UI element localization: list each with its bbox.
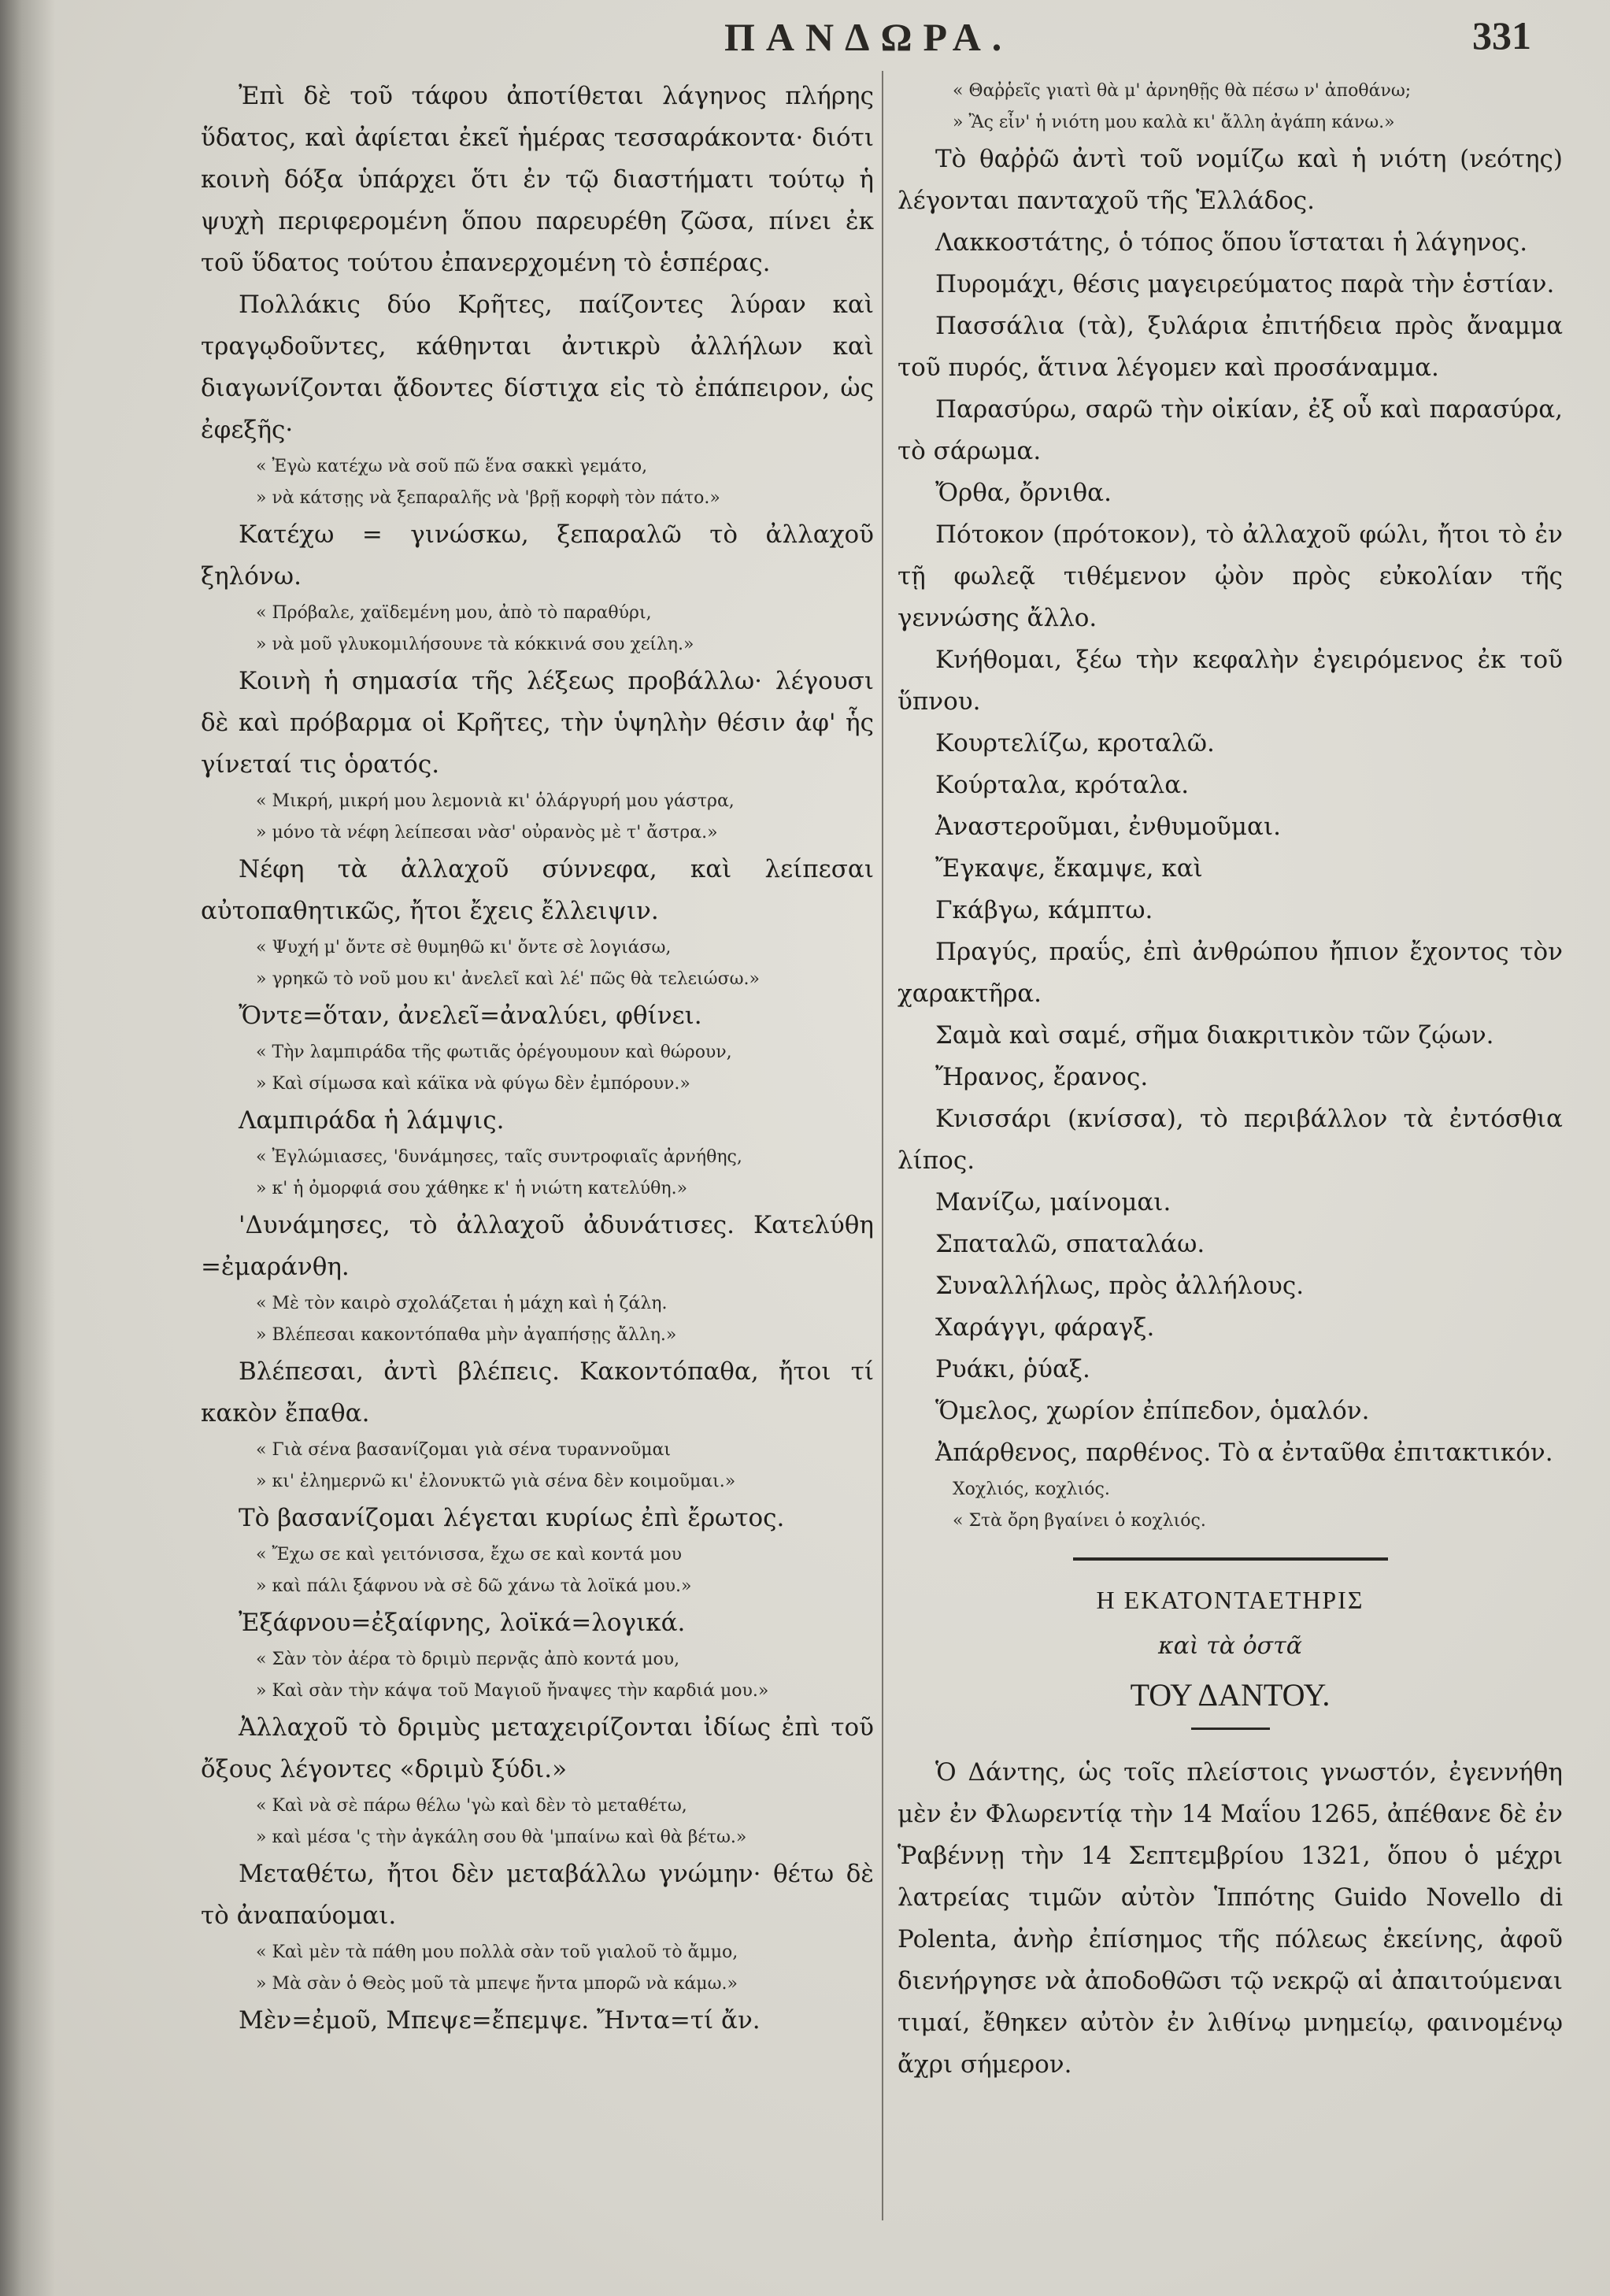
verse-line: » Καὶ σίμωσα καὶ κάϊκα νὰ φύγω δὲν ἐμπόρουν.» [256,1074,690,1094]
glossary-entry: Σαμὰ καὶ σαμέ, σῆμα διακριτικὸν τῶν ζῴων. [935,1021,1494,1050]
glossary-entry: Πότοκον (πρότοκον), τὸ ἀλλαχοῦ φώλι, ἤτοι τὸ ἐν τῇ φωλεᾷ τιθέμενον ᾠὸν πρὸς εὐκολίαν τῆς γεννώσης ἄλλο. [898,520,1563,632]
glossary-entry: Κούρταλα, κρόταλα. [935,771,1190,799]
paragraph: Λαμπιράδα ἡ λάμψις. [239,1106,505,1135]
verse-line: » Μὰ σὰν ὁ Θεὸς μοῦ τὰ μπεψε ἤντα μπορῶ νὰ κάμω.» [256,1974,738,1994]
verse-line: » νὰ κάτσῃς νὰ ξεπαραλῆς νὰ 'βρῇ κορφὴ τὸν πάτο.» [256,488,720,508]
verse-line: Χοχλιός, κοχλιός. [953,1479,1110,1499]
paragraph: Μὲν=ἐμοῦ, Μπεψε=ἔπεμψε. Ἤντα=τί ἄν. [239,2006,761,2035]
verse-line: » καὶ μέσα 'ς τὴν ἀγκάλη σου θὰ 'μπαίνω καὶ θὰ βέτω.» [256,1828,747,1847]
glossary-entry: Πυρομάχι, θέσις μαγειρεύματος παρὰ τὴν ἑστίαν. [935,270,1555,298]
paragraph: Πολλάκις δύο Κρῆτες, παίζοντες λύραν καὶ τραγῳδοῦντες, κάθηνται ἀντικρὺ ἀλλήλων καὶ διαγωνίζονται ᾄδοντες δίστιχα εἰς τὸ ἐπάπειρον, ὡς ἐφεξῆς· [201,291,874,444]
verse-line: « Ψυχή μ' ὄντε σὲ θυμηθῶ κι' ὄντε σὲ λογιάσω, [256,938,672,957]
right-column [898,76,1563,2086]
verse-line: » γρηκῶ τὸ νοῦ μου κι' ἀνελεῖ καὶ λέ' πῶς θὰ τελειώσω.» [256,969,761,989]
paragraph: 'Δυνάμησες, τὸ ἀλλαχοῦ ἀδυνάτισες. Κατελύθη =ἐμαράνθη. [201,1211,874,1281]
glossary-entry: Κουρτελίζω, κροταλῶ. [935,729,1215,757]
paragraph: Τὸ θαῤῥῶ ἀντὶ τοῦ νομίζω καὶ ἡ νιότη (νεότης) λέγονται πανταχοῦ τῆς Ἑλλάδος. [898,145,1563,215]
paragraph: Τὸ βασανίζομαι λέγεται κυρίως ἐπὶ ἔρωτος. [239,1504,785,1532]
article-body: Ὁ Δάντης, ὡς τοῖς πλείστοις γνωστόν, ἐγεννήθη μὲν ἐν Φλωρεντίᾳ τὴν 14 Μαΐου 1265, ἀπέθανε δὲ ἐν Ῥαβέννῃ τὴν 14 Σεπτεμβρίου 1321, ὅπου ὁ μέχρι λατρείας τιμῶν αὐτὸν Ἱππότης Guido Novello di Polenta, ἀνὴρ ἐπίσημος τῆς πόλεως ἐκείνης, ἀφοῦ διενήργησε νὰ ἀποδοθῶσι τῷ νεκρῷ αἱ ἀπαιτούμεναι τιμαί, ἔθηκεν αὐτὸν ἐν λιθίνῳ μνημείῳ, φαινομένῳ ἄχρι σήμερον. [898,1758,1563,2079]
paragraph: Κατέχω = γινώσκω, ξεπαραλῶ τὸ ἀλλαχοῦ ξηλόνω. [201,520,874,591]
verse-line: » Καὶ σὰν τὴν κάψα τοῦ Μαγιοῦ ἤναψες τὴν καρδιά μου.» [256,1681,769,1701]
glossary-entry: Ἤρανος, ἔρανος. [935,1063,1149,1091]
paragraph: Μεταθέτω, ἤτοι δὲν μεταβάλλω γνώμην· θέτω δὲ τὸ ἀναπαύομαι. [201,1860,874,1930]
paragraph: Ἐξάφνου=ἐξαίφνης, λοϊκά=λογικά. [239,1609,686,1637]
glossary-entry: Μανίζω, μαίνομαι. [935,1188,1171,1217]
glossary-entry: Ἔγκαψε, ἔκαμψε, καὶ [935,854,1203,883]
verse-line: « Τὴν λαμπιράδα τῆς φωτιᾶς ὀρέγουμουν καὶ θώρουν, [256,1042,732,1062]
verse-line: « Μικρή, μικρή μου λεμονιὰ κι' ὁλάργυρή μου γάστρα, [256,791,735,811]
glossary-entry: Ὅμελος, χωρίον ἐπίπεδον, ὁμαλόν. [935,1397,1370,1425]
verse-line: » κ' ἡ ὀμορφιά σου χάθηκε κ' ἡ νιώτη κατελύθη.» [256,1179,688,1198]
page-header [0,11,1610,58]
glossary-entry: Συναλλήλως, πρὸς ἀλλήλους. [935,1272,1305,1300]
glossary-entry: Γκάβγω, κάμπτω. [935,896,1153,924]
verse-line: « Γιὰ σένα βασανίζομαι γιὰ σένα τυραννοῦμαι [256,1440,671,1460]
verse-line: » Βλέπεσαι κακοντόπαθα μὴν ἀγαπήσῃς ἄλλη.» [256,1325,677,1345]
column-rule [882,71,883,2220]
paragraph: Ἐπὶ δὲ τοῦ τάφου ἀποτίθεται λάγηνος πλήρης ὕδατος, καὶ ἀφίεται ἐκεῖ ἡμέρας τεσσαράκοντα· διότι κοινὴ δόξα ὑπάρχει ὅτι ἐν τῷ διαστήματι τούτῳ ἡ ψυχὴ περιφερομένη ὅπου παρευρέθη ζῶσα, πίνει ἐκ τοῦ ὕδατος τούτου ἐπανερχομένη τὸ ἑσπέρας. [201,82,874,277]
verse-line: « Ἐγὼ κατέχω νὰ σοῦ πῶ ἕνα σακκὶ γεμάτο, [256,457,648,476]
glossary-entry: Ρυάκι, ῥύαξ. [935,1355,1090,1383]
running-title: ΠΑΝΔΩΡΑ. [724,15,1013,59]
glossary-entry: Ὄρθα, ὄρνιθα. [935,479,1112,507]
verse-line: « Ἐγλώμιασες, 'δυνάμησες, ταῖς συντροφιαῖς ἀρνήθης, [256,1147,742,1167]
glossary-entry: Χαράγγι, φάραγξ. [935,1313,1155,1342]
title-underline [1191,1728,1270,1730]
section-divider [1073,1557,1388,1561]
glossary-entry: Πραγύς, πραΰς, ἐπὶ ἀνθρώπου ἤπιον ἔχοντος τὸν χαρακτῆρα. [898,938,1563,1008]
verse-line: « Μὲ τὸν καιρὸ σχολάζεται ἡ μάχη καὶ ἡ ζάλη. [256,1294,668,1313]
paragraph: Ἀλλαχοῦ τὸ δριμὺς μεταχειρίζονται ἰδίως ἐπὶ τοῦ ὄξους λέγοντες «δριμὺ ξύδι.» [201,1713,874,1783]
verse-line: « Θαῤῥεῖς γιατὶ θὰ μ' ἀρνηθῇς θὰ πέσω ν' ἀποθάνω; [953,81,1412,101]
article-title: Η ΕΚΑΤΟΝΤΑΕΤΗΡΙΣ [1096,1586,1364,1614]
verse-line: » Ἂς εἶν' ἡ νιότη μου καλὰ κι' ἄλλη ἀγάπη κάνω.» [953,113,1395,132]
verse-line: » καὶ πάλι ξάφνου νὰ σὲ δῶ χάνω τὰ λοϊκά μου.» [256,1576,692,1596]
glossary-entry: Σπαταλῶ, σπαταλάω. [935,1230,1205,1258]
verse-line: « Ἔχω σε καὶ γειτόνισσα, ἔχω σε καὶ κοντά μου [256,1545,683,1565]
paragraph: Κοινὴ ἡ σημασία τῆς λέξεως προβάλλω· λέγουσι δὲ καὶ πρόβαρμα οἱ Κρῆτες, τὴν ὑψηλὴν θέσιν ἀφ' ἧς γίνεταί τις ὁρατός. [201,667,874,779]
paragraph: Νέφη τὰ ἀλλαχοῦ σύννεφα, καὶ λείπεσαι αὐτοπαθητικῶς, ἤτοι ἔχεις ἔλλειψιν. [201,855,874,925]
glossary-entry: Κνήθομαι, ξέω τὴν κεφαλὴν ἐγειρόμενος ἐκ τοῦ ὕπνου. [898,646,1563,716]
paragraph: Βλέπεσαι, ἀντὶ βλέπεις. Κακοντόπαθα, ἤτοι τί κακὸν ἔπαθα. [201,1357,874,1428]
verse-line: « Καὶ μὲν τὰ πάθη μου πολλὰ σὰν τοῦ γιαλοῦ τὸ ἄμμο, [256,1942,738,1962]
verse-line: » μόνο τὰ νέφη λείπεσαι νὰσ' οὐρανὸς μὲ τ' ἄστρα.» [256,823,718,842]
article-subtitle: καὶ τὰ ὀστᾶ [1157,1632,1303,1660]
verse-line: « Καὶ νὰ σὲ πάρω θέλω 'γὼ καὶ δὲν τὸ μεταθέτω, [256,1796,687,1816]
paragraph: Ὄντε=ὅταν, ἀνελεῖ=ἀναλύει, φθίνει. [239,1002,702,1030]
glossary-entry: Ἀπάρθενος, παρθένος. Τὸ α ἐνταῦθα ἐπιτακτικόν. [935,1439,1553,1467]
page-number: 331 [1472,13,1531,57]
glossary-entry: Ἀναστεροῦμαι, ἐνθυμοῦμαι. [935,813,1281,841]
verse-line: » κι' ἐλημερνῶ κι' ἐλονυκτῶ γιὰ σένα δὲν κοιμοῦμαι.» [256,1472,736,1491]
binding-shadow [0,0,55,2296]
glossary-entry: Πασσάλια (τὰ), ξυλάρια ἐπιτήδεια πρὸς ἄναμμα τοῦ πυρός, ἅτινα λέγομεν καὶ προσάναμμα. [898,312,1563,382]
glossary-entry: Λακκοστάτης, ὁ τόπος ὅπου ἵσταται ἡ λάγηνος. [935,228,1528,257]
glossary-entry: Παρασύρω, σαρῶ τὴν οἰκίαν, ἐξ οὗ καὶ παρασύρα, τὸ σάρωμα. [898,395,1563,465]
verse-line: « Πρόβαλε, χαϊδεμένη μου, ἀπὸ τὸ παραθύρι, [256,603,652,623]
verse-line: « Σὰν τὸν ἀέρα τὸ δριμὺ περνᾷς ἀπὸ κοντά μου, [256,1650,680,1669]
verse-line: » νὰ μοῦ γλυκομιλήσουνε τὰ κόκκινά σου χείλη.» [256,635,694,654]
verse-line: « Στὰ ὄρη βγαίνει ὁ κοχλιός. [953,1511,1206,1531]
left-column [201,76,874,2042]
article-heading: ΤΟΥ ΔΑΝΤΟΥ. [1130,1677,1331,1713]
glossary-entry: Κνισσάρι (κνίσσα), τὸ περιβάλλον τὰ ἐντόσθια λίπος. [898,1105,1563,1175]
